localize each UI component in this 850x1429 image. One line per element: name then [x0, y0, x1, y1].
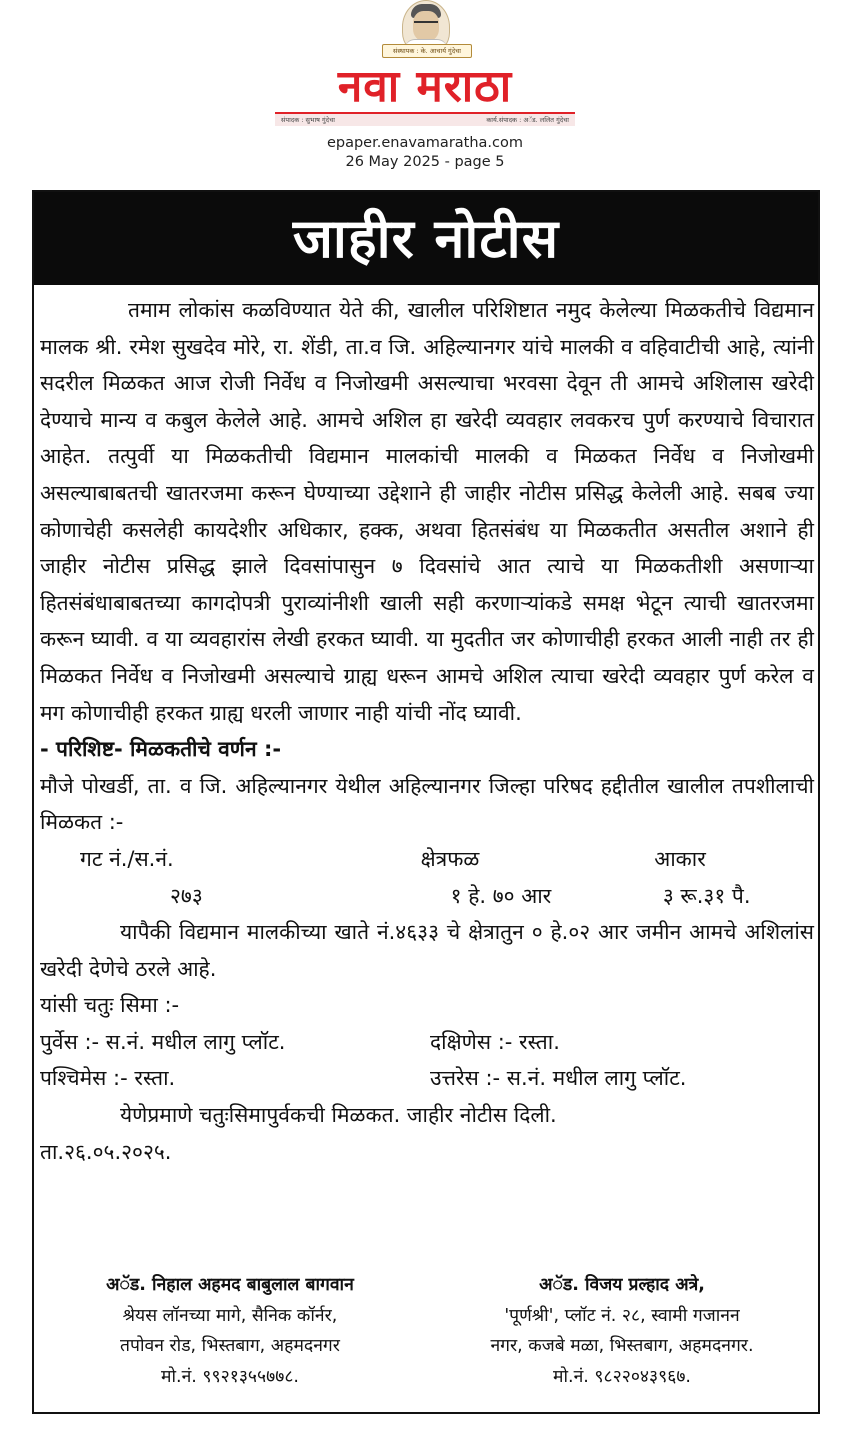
notice-body: [40, 292, 814, 1170]
cell-assessment: ३ रू.३१ पै.: [662, 883, 751, 908]
advocate-name: अॅड. विजय प्रल्हाद अत्रे,: [539, 1275, 705, 1295]
cell-area: १ हे. ७० आर: [450, 883, 552, 908]
source-url: epaper.enavamaratha.com: [326, 135, 524, 151]
source-info: [0, 134, 850, 172]
property-table-header: [40, 841, 814, 878]
editor-right: कार्य.संपादक : अॅड. ललित गुंदेचा: [486, 116, 569, 124]
notice-title: जाहीर नोटीस: [34, 192, 818, 285]
notice-paragraph-share: यापैकी विद्यमान मालकीच्या खाते नं.४६३३ चे क्षेत्रातुन ० हे.०२ आर जमीन आमचे अशिलांस खरेदी देणेचे ठरले आहे.: [40, 920, 814, 981]
advocate-phone: मो.नं. ९८२२०४३९६७.: [553, 1366, 691, 1387]
boundaries-row-1: [40, 1024, 814, 1061]
advocate-address-line: 'पूर्णश्री', प्लॉट नं. २८, स्वामी गजानन: [504, 1305, 740, 1326]
boundary-east: पुर्वेस :- स.नं. मधील लागु प्लॉट.: [40, 1029, 286, 1054]
boundary-west: पश्चिमेस :- रस्ता.: [40, 1066, 176, 1091]
masthead: [0, 0, 850, 190]
advocate-address-line: श्रेयस लॉनच्या मागे, सैनिक कॉर्नर,: [122, 1305, 338, 1326]
boundaries-row-2: [40, 1060, 814, 1097]
boundaries-heading: यांसी चतुः सिमा :-: [40, 993, 180, 1018]
header-assessment: आकार: [654, 846, 706, 871]
boundary-south: दक्षिणेस :- रस्ता.: [430, 1029, 560, 1054]
advocate-address-line: नगर, कजबे मळा, भिस्तबाग, अहमदनगर.: [490, 1336, 754, 1356]
advocate-address-line: तपोवन रोड, भिस्तबाग, अहमदनगर: [120, 1336, 340, 1356]
notice-paragraph-main: तमाम लोकांस कळविण्यात येते की, खालील परिशिष्टात नमुद केलेल्या मिळकतीचे विद्यमान मालक श्री. रमेश सुखदेव मोरे, रा. शेंडी, ता.व जि. अहिल्यानगर यांचे मालकी व वहिवाटीची आहे, त्यांनी सदरील मिळकत आज रोजी निर्वेध व निजोखमी असल्याचा भरवसा देवून ती आमचे अशिलास खरेदी देण्याचे मान्य व कबुल केलेले आहे. आमचे अशिल हा खरेदी व्यवहार लवकरच पुर्ण करण्याचे विचारात आहेत. तत्पुर्वी या मिळकतीची विद्यमान मालकांची मालकी व मिळकत निर्वेध व निजोखमी असल्याबाबतची खातरजमा करून घेण्याच्या उद्देशाने ही जाहीर नोटीस प्रसिद्ध केलेली आहे. सबब ज्या कोणाचेही कसलेही कायदेशीर अधिकार, हक्क, अथवा हितसंबंध या मिळकतीत असतील अशाने ही जाहीर नोटीस प्रसिद्ध झाले दिवसांपासुन ७ दिवसांचे आत त्याचे या मिळकतीशी असणाऱ्या हितसंबंधाबाबतच्या कागदोपत्री पुराव्यांनीशी खाली सही करणाऱ्यांकडे समक्ष भेटून त्याची खातरजमा करून घ्यावी. व या व्यवहारांस लेखी हरकत घ्यावी. या मुदतीत जर कोणाचीही हरकत आली नाही तर ही मिळकत निर्वेध व निजोखमी असल्याचे ग्राह्य धरून आमचे अशिल त्याचा खरेदी व्यवहार पुर्ण करेल व मग कोणाचीही हरकत ग्राह्य धरली जाणार नाही यांची नोंद घ्यावी.: [40, 298, 814, 725]
advocate-phone: मो.नं. ९९२१३५५७७८.: [161, 1366, 299, 1387]
public-notice: [32, 190, 820, 1414]
header-area: क्षेत्रफळ: [420, 846, 480, 871]
header-survey-no: गट नं./स.नं.: [80, 846, 174, 871]
cell-survey-no: २७३: [170, 883, 203, 908]
schedule-heading: - परिशिष्ट- मिळकतीचे वर्णन :-: [40, 737, 282, 762]
newspaper-logo: नवा मराठा: [337, 61, 513, 112]
boundary-north: उत्तरेस :- स.नं. मधील लागु प्लॉट.: [430, 1066, 687, 1091]
notice-date: ता.२६.०५.२०२५.: [40, 1139, 172, 1164]
editor-strip: [275, 112, 575, 126]
editor-left: संपादक : सुभाष गुंदेचा: [281, 116, 335, 124]
property-table-row: [40, 878, 814, 915]
schedule-intro: मौजे पोखर्डी, ता. व जि. अहिल्यानगर येथील अहिल्यानगर जिल्हा परिषद हद्दीतील खालील तपशीलाची मिळकत :-: [40, 773, 814, 835]
advocate-name: अॅड. निहाल अहमद बाबुलाल बागवान: [106, 1275, 354, 1295]
closing-line: येणेप्रमाणे चतुःसिमापुर्वकची मिळकत. जाहीर नोटीस दिली.: [120, 1103, 557, 1128]
advocate-block-right: [426, 1270, 818, 1392]
founder-ribbon: संस्थापक : के. आचार्य गुंदेचा: [382, 44, 472, 58]
advocate-signatures: [34, 1270, 818, 1390]
edition-date: 26 May 2025 - page 5: [345, 154, 505, 170]
advocate-block-left: [34, 1270, 426, 1392]
